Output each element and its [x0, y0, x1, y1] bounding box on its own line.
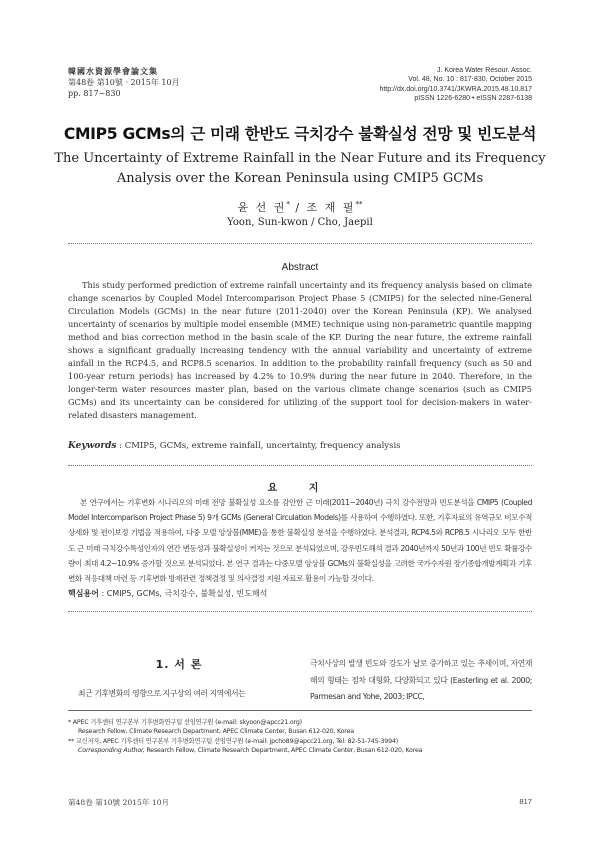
footnote-2-ko: ** 교신저자, APEC 기후센터 연구본부 기후변화연구팀 선임연구원 (e-mail: jpcho89@apcc21.org, Tel: 82-51-745-3994)	[68, 737, 398, 745]
keywords-label: Keywords	[68, 441, 117, 451]
issn: pISSN 1226-6280 • eISSN 2287-6138	[414, 95, 532, 103]
section-1-heading: 1. 서 론	[155, 658, 203, 671]
title-english	[40, 149, 560, 189]
intro-right-column: 극치사상의 발생 빈도와 강도가 날로 증가하고 있는 추세이며, 자연재해의 형태는 점차 대형화, 다양화되고 있다 (Easterling et al. 2000; Parmesan and Yohe, 2003; IPCC,	[310, 659, 532, 701]
footnote-rule	[68, 710, 532, 711]
footnote-2-en	[68, 746, 532, 755]
footnote-1-ko: * APEC 기후센터 연구본부 기후변화연구팀 선임연구원 (e-mail: skyoon@apcc21.org)	[68, 719, 302, 726]
summary-heading: 요 지	[267, 483, 333, 494]
corresponding-author-label: Corresponding Author,	[78, 747, 145, 755]
keywords-list: : CMIP5, GCMs, extreme rainfall, uncertainty, frequency analysis	[116, 441, 401, 451]
footnotes	[68, 718, 532, 756]
divider-dotted	[68, 465, 532, 466]
page-number: 817	[519, 797, 532, 806]
abstract-text: This study performed prediction of extreme rainfall uncertainty and its frequency analysis based on climate change scenarios by Coupled Model Intercomparison Project Phase 5 (CMIP5) for the selected nine-General Circulation Models (GCMs) in the near future (2011-2040) over the Korean Peninsula (KP). We analysed uncertainty of scenarios by multiple model ensemble (MME) technique using non-parametric quantile mapping method and bias correction method in the basin scale of the KP. During the near future, the extreme rainfall shows a significant gradually increasing tendency with the annual variability and uncertainty of extreme ainfall in the RCP4.5, and RCP8.5 scenarios. In addition to the probability rainfall frequency (such as 50 and 100-year return periods) has increased by 4.2% to 10.9% during the near future in 2040. Therefore, in the longer-term water resources master plan, based on the various climate change scenarios (such as CMIP5 GCMs) and its uncertainty can be considered for utilizing of the support tool for decision-makers in water-related disasters management.	[68, 280, 532, 420]
author-2-ko: 조 재 필	[306, 201, 356, 214]
keywords-ko-label: 핵심용어	[68, 589, 99, 598]
divider-dotted	[68, 611, 532, 612]
volume-ko: 第48卷 第10號 · 2015年 10月	[68, 78, 180, 87]
summary-text-ko: 본 연구에서는 기후변화 시나리오의 미래 전망 불확실성 요소를 감안한 근 미래(2011~2040년) 극치 강수전망과 빈도분석을 CMIP5 (Coupled Model Intercomparison Project Phase 5) 9개 GCMs (General Circulation Models)를 사용하여 수행하였다. 또한, 기후자료의 유역규모 비모수적 상세화 및 편이보정 기법을 적용하여, 다중 모델 앙상블(MME)을 통한 불확실성 분석을 수행하였다. 분석결과, RCP4.5와 RCP8.5 시나리오 모두 한반도 근 미래 극치강수특성인자의 연간 변동성과 불확실성이 커지는 것으로 분석되었으며, 강우빈도해석 결과 2040년까지 50년과 100년 빈도 확률강수량이 최대 4.2~10.9% 증가할 것으로 분석되었다. 본 연구 결과는 다중모델 앙상블 GCMs의 불확실성을 고려한 국가수자원 장기종합개발계획과 기후변화 적응대책 마련 등 기후변화 방재관련 정책결정 및 의사결정 지원 자료로 활용이 가능할 것이다.	[68, 498, 532, 584]
journal-name-ko: 韓國水資源學會論文集	[68, 66, 158, 76]
page-range: pp. 817~830	[68, 89, 121, 98]
title-english-line1: The Uncertainty of Extreme Rainfall in the Near Future and its Frequency	[54, 151, 546, 166]
keywords-ko	[68, 588, 532, 599]
journal-header-right	[379, 66, 532, 104]
journal-header-left	[68, 66, 180, 99]
author-separator: /	[289, 201, 307, 214]
keywords-en	[68, 441, 532, 451]
title-korean: CMIP5 GCMs의 근 미래 한반도 극치강수 불확실성 전망 및 빈도분석	[63, 125, 537, 143]
journal-name-en: J. Korea Water Resour. Assoc.	[436, 67, 532, 74]
author-1-ko: 윤 선 권	[237, 201, 287, 214]
divider-dotted	[68, 243, 532, 244]
keywords-ko-list: : CMIP5, GCMs, 극치강수, 불확실성, 빈도해석	[98, 589, 268, 598]
footnote-1-en: Research Fellow, Climate Research Department, APEC Climate Center, Busan 612-020, Korea	[78, 728, 354, 736]
abstract-heading: Abstract	[281, 262, 319, 273]
footer-volume: 第48卷 第10號 2015年 10月	[68, 798, 170, 807]
footnote-2-en-text: Research Fellow, Climate Research Department, APEC Climate Center, Busan 612-020, Korea	[144, 747, 423, 755]
volume-en: Vol. 48, No. 10 : 817-830, October 2015	[408, 76, 532, 84]
author-1-mark: *	[286, 200, 290, 209]
author-2-mark: **	[355, 200, 363, 209]
intro-left-column: 최근 기후변화의 영향으로 지구상의 여러 지역에서는	[78, 689, 246, 698]
title-english-line2: Analysis over the Korean Peninsula using CMIP5 GCMs	[116, 171, 484, 186]
authors-english: Yoon, Sun-kwon / Cho, Jaepil	[227, 217, 373, 228]
authors-korean	[40, 199, 560, 215]
doi-link[interactable]: http://dx.doi.org/10.3741/JKWRA.2015.48.10.817	[379, 85, 532, 93]
